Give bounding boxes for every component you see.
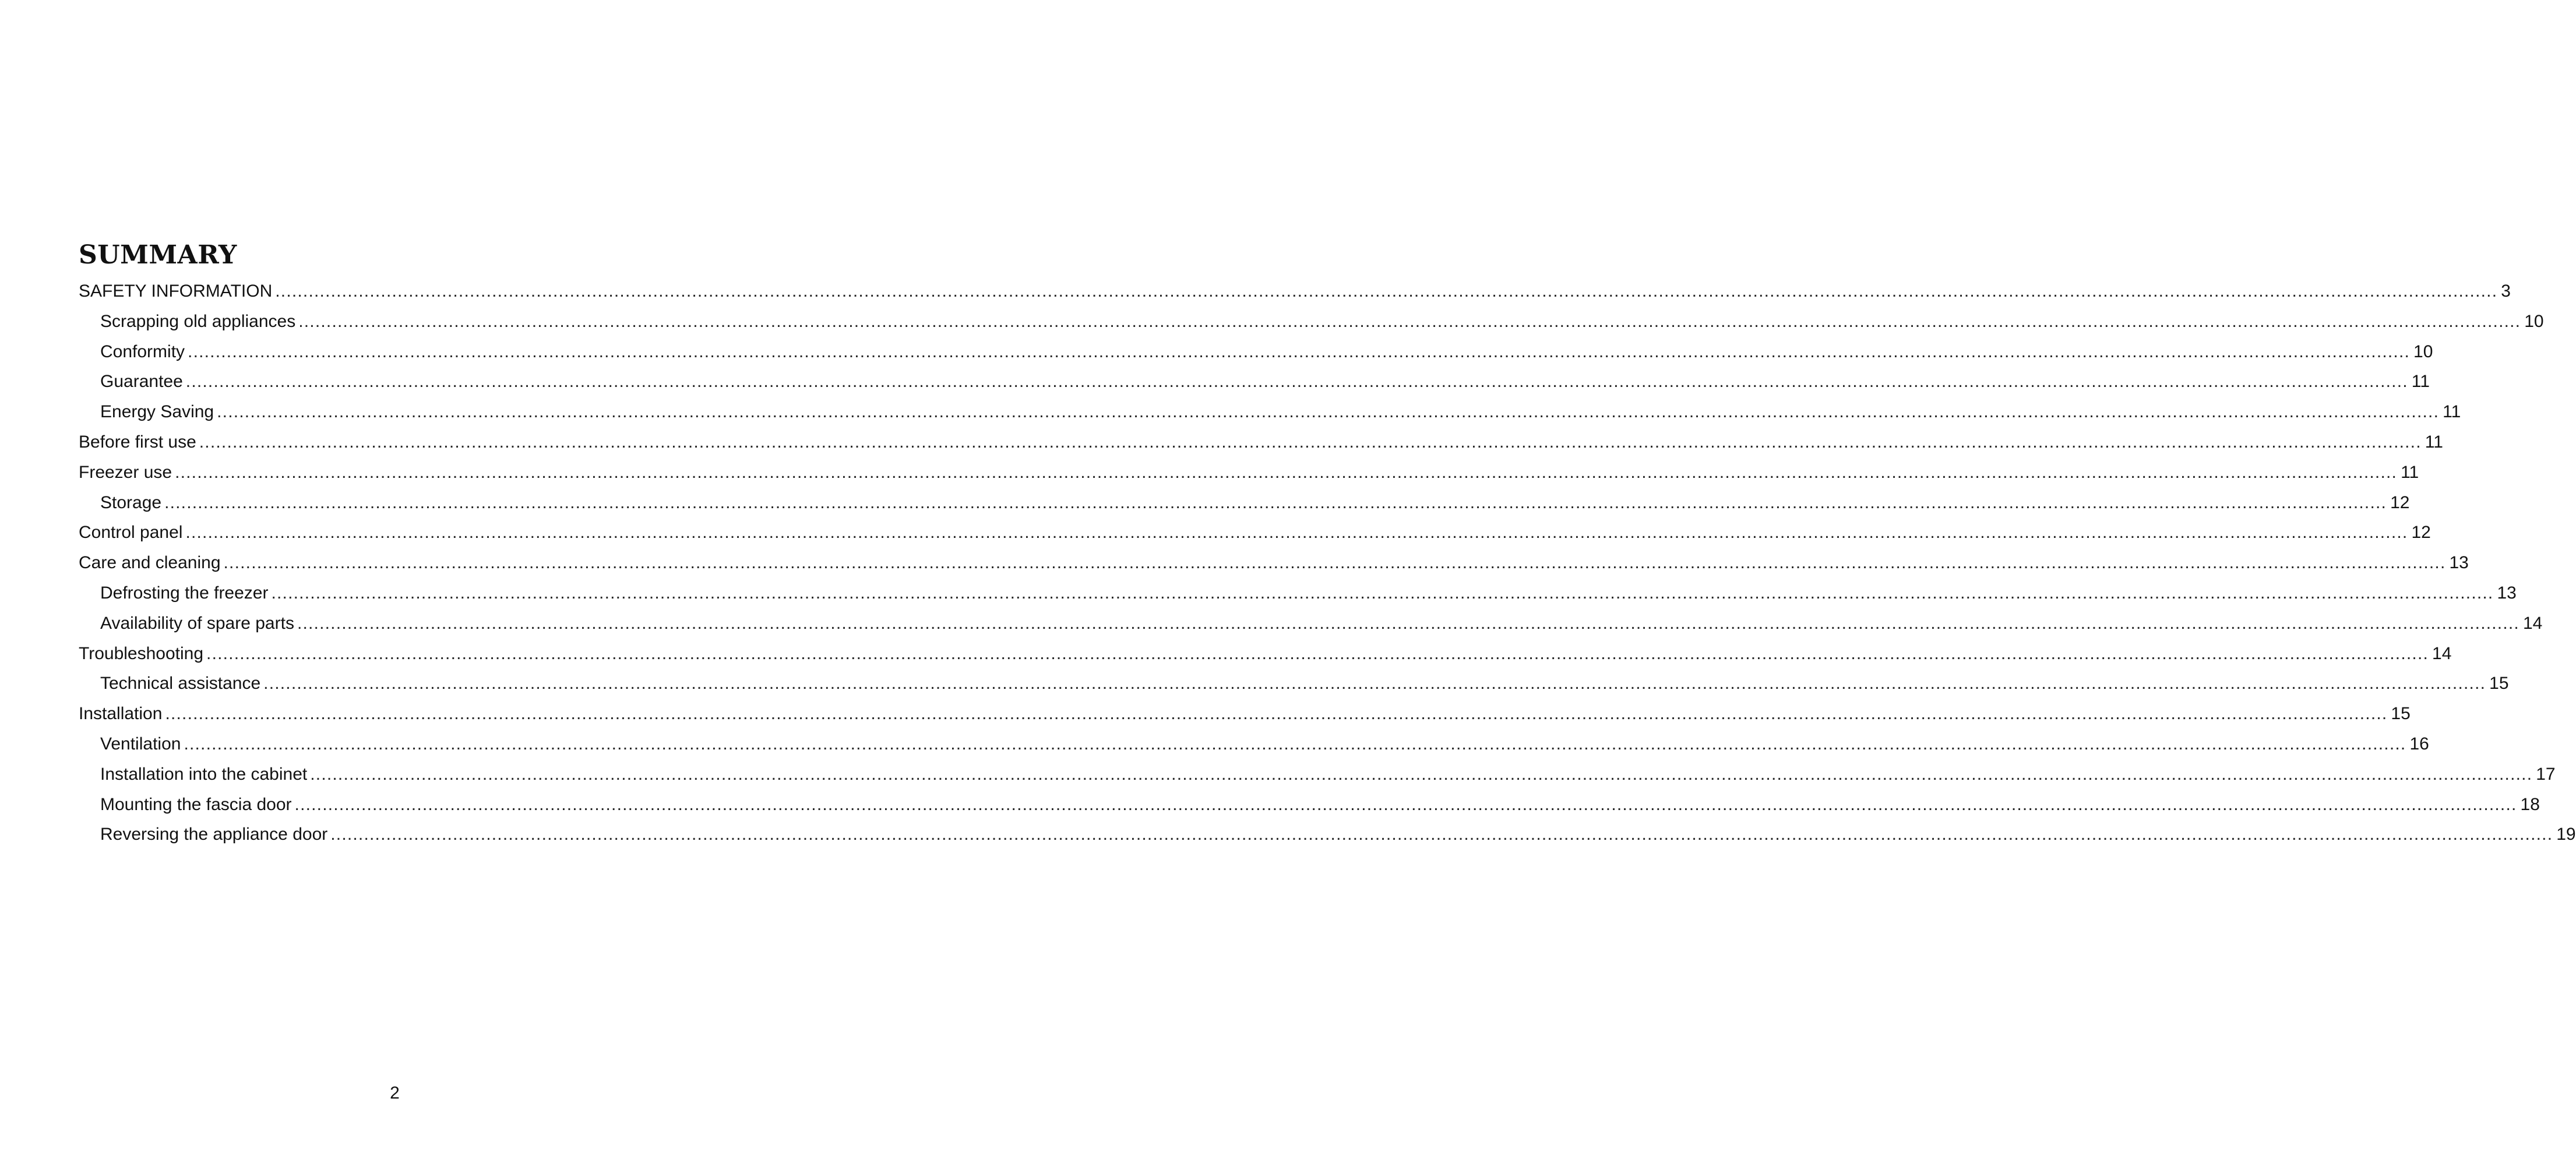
toc-entry-label: Control panel (79, 523, 183, 543)
toc-dot-leader: ................................................................................................................................................................................................................................................................................................................................................................................................................ (297, 613, 2519, 633)
toc-entry-label: Technical assistance (100, 674, 261, 694)
toc-entry[interactable] (79, 608, 2543, 639)
toc-entry-label: Care and cleaning (79, 553, 221, 573)
toc-dot-leader: ................................................................................................................................................................................................................................................................................................................................................................................................................ (263, 674, 2486, 694)
toc-entry[interactable] (79, 668, 2509, 699)
toc-entry-page: 10 (2524, 311, 2544, 331)
toc-entry-page: 11 (2425, 432, 2443, 452)
toc-entry-page: 17 (2536, 764, 2556, 784)
toc-entry[interactable] (79, 457, 2419, 488)
toc-entry[interactable] (79, 488, 2410, 518)
toc-entry-page: 3 (2501, 281, 2511, 301)
toc-entry[interactable] (79, 699, 2411, 729)
toc-entry-label: Storage (100, 492, 162, 512)
toc-entry-label: Availability of spare parts (100, 613, 294, 633)
toc-dot-leader: ................................................................................................................................................................................................................................................................................................................................................................................................................ (185, 523, 2408, 543)
toc-dot-leader: ................................................................................................................................................................................................................................................................................................................................................................................................................ (188, 342, 2411, 361)
page-title: SUMMARY (79, 240, 237, 270)
toc-entry-label: Troubleshooting (79, 643, 204, 663)
toc-entry-page: 15 (2391, 704, 2411, 724)
toc-entry[interactable] (79, 518, 2431, 548)
toc-entry-page: 12 (2390, 492, 2410, 512)
toc-entry-label: SAFETY INFORMATION (79, 281, 273, 301)
toc-entry-page: 11 (2401, 462, 2419, 482)
toc-entry[interactable] (79, 307, 2544, 337)
toc-entry-page: 12 (2411, 523, 2431, 543)
toc-dot-leader: ................................................................................................................................................................................................................................................................................................................................................................................................................ (217, 402, 2440, 422)
toc-entry[interactable] (79, 548, 2469, 578)
toc-entry[interactable] (79, 639, 2452, 669)
toc-entry-label: Installation into the cabinet (100, 764, 308, 784)
toc-entry-page: 15 (2489, 674, 2509, 694)
toc-dot-leader: ................................................................................................................................................................................................................................................................................................................................................................................................................ (223, 553, 2446, 573)
toc-dot-leader: ................................................................................................................................................................................................................................................................................................................................................................................................................ (165, 704, 2388, 724)
toc-entry-page: 16 (2409, 734, 2429, 754)
toc-entry[interactable] (79, 276, 2511, 307)
toc-entry-page: 10 (2413, 342, 2433, 361)
toc-entry-label: Reversing the appliance door (100, 825, 328, 844)
toc-entry[interactable] (79, 397, 2461, 427)
toc-entry-label: Energy Saving (100, 402, 214, 422)
toc-entry[interactable] (79, 427, 2443, 457)
toc-entry-label: Before first use (79, 432, 196, 452)
toc-dot-leader: ................................................................................................................................................................................................................................................................................................................................................................................................................ (164, 492, 2387, 512)
toc-dot-leader: ................................................................................................................................................................................................................................................................................................................................................................................................................ (310, 764, 2533, 784)
toc-entry-page: 14 (2432, 643, 2452, 663)
toc-entry-label: Ventilation (100, 734, 181, 754)
toc-dot-leader: ................................................................................................................................................................................................................................................................................................................................................................................................................ (184, 734, 2406, 754)
toc-entry-page: 13 (2449, 553, 2469, 573)
toc-entry-label: Freezer use (79, 462, 172, 482)
toc-entry-page: 14 (2522, 613, 2543, 633)
toc-dot-leader: ................................................................................................................................................................................................................................................................................................................................................................................................................ (275, 281, 2498, 301)
toc-dot-leader: ................................................................................................................................................................................................................................................................................................................................................................................................................ (298, 311, 2521, 331)
toc-entry-label: Guarantee (100, 372, 183, 392)
page-number: 2 (390, 1083, 400, 1103)
toc-entry[interactable] (79, 819, 2576, 850)
toc-dot-leader: ................................................................................................................................................................................................................................................................................................................................................................................................................ (294, 794, 2517, 814)
toc-dot-leader: ................................................................................................................................................................................................................................................................................................................................................................................................................ (185, 372, 2408, 392)
toc-entry-label: Mounting the fascia door (100, 794, 292, 814)
toc-entry-page: 11 (2411, 372, 2430, 392)
toc-entry-page: 11 (2443, 402, 2461, 422)
toc-dot-leader: ................................................................................................................................................................................................................................................................................................................................................................................................................ (206, 643, 2429, 663)
toc-dot-leader: ................................................................................................................................................................................................................................................................................................................................................................................................................ (199, 432, 2422, 452)
table-of-contents (79, 276, 2576, 850)
toc-entry-page: 18 (2520, 794, 2540, 814)
toc-entry[interactable] (79, 337, 2433, 367)
toc-entry-label: Installation (79, 704, 163, 724)
toc-entry[interactable] (79, 729, 2429, 759)
toc-dot-leader: ................................................................................................................................................................................................................................................................................................................................................................................................................ (271, 583, 2494, 603)
toc-entry-page: 13 (2497, 583, 2517, 603)
toc-entry-page: 19 (2556, 825, 2576, 844)
toc-dot-leader: ................................................................................................................................................................................................................................................................................................................................................................................................................ (175, 462, 2398, 482)
toc-dot-leader: ................................................................................................................................................................................................................................................................................................................................................................................................................ (330, 825, 2553, 844)
toc-entry[interactable] (79, 759, 2556, 790)
toc-entry[interactable] (79, 367, 2430, 397)
toc-entry-label: Conformity (100, 342, 185, 361)
toc-entry[interactable] (79, 578, 2517, 608)
toc-entry[interactable] (79, 790, 2540, 820)
toc-entry-label: Defrosting the freezer (100, 583, 269, 603)
toc-entry-label: Scrapping old appliances (100, 311, 296, 331)
